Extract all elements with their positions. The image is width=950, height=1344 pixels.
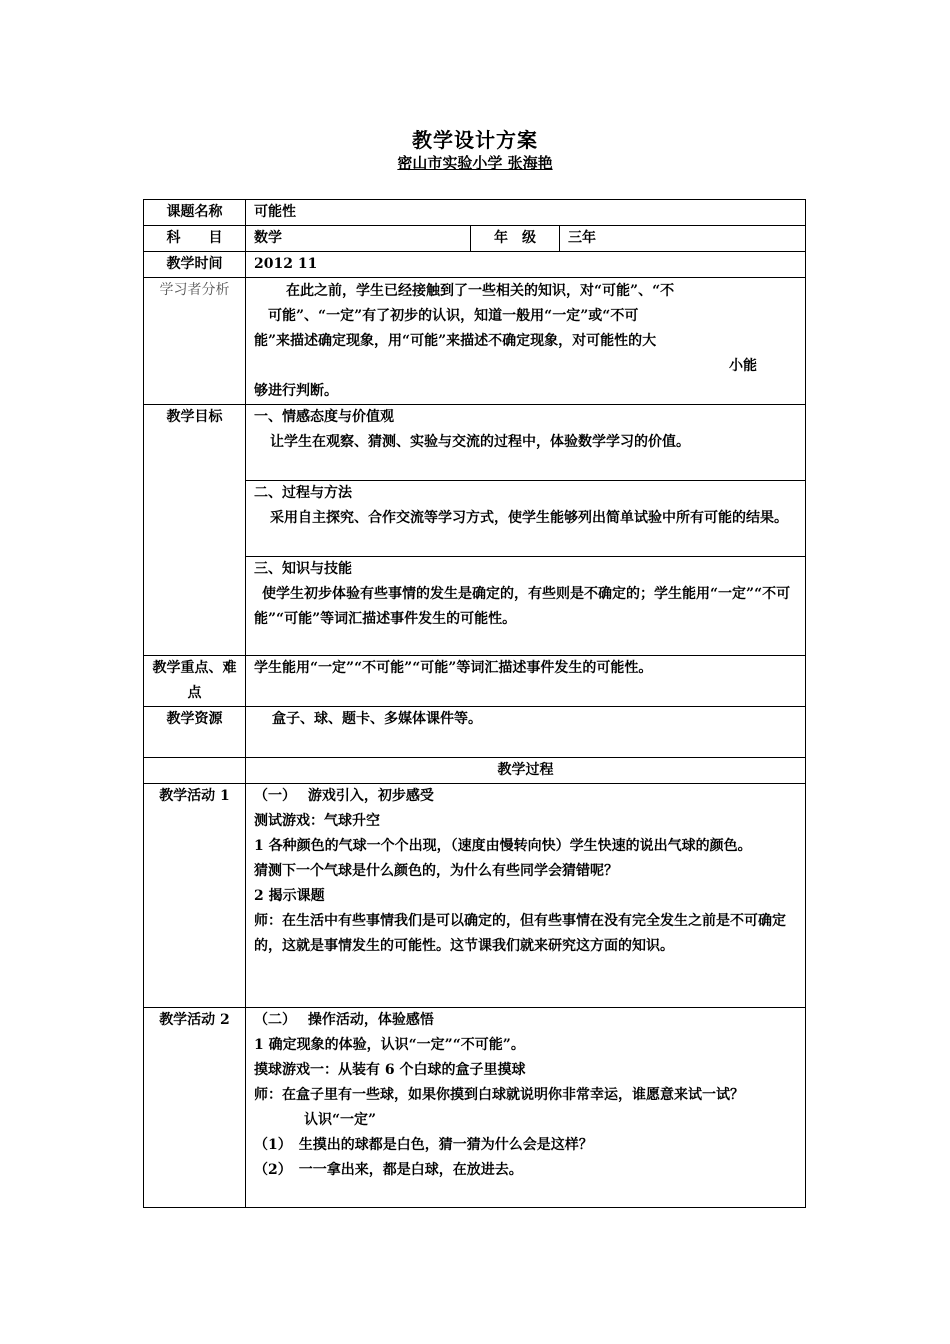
process-heading: 教学过程 bbox=[246, 758, 806, 784]
learner-line: 能”来描述确定现象，用“可能”来描述不确定现象，对可能性的大 bbox=[254, 333, 657, 349]
row-learner bbox=[144, 278, 806, 405]
subject-value: 数学 bbox=[246, 226, 471, 252]
learner-line: 在此之前，学生已经接触到了一些相关的知识，对“可能”、“不 bbox=[286, 283, 675, 299]
goal-3-cell bbox=[246, 557, 806, 656]
lesson-plan-table bbox=[143, 199, 806, 1208]
activity-1-line: 1 各种颜色的气球一个个出现，（速度由慢转向快）学生快速的说出气球的颜色。 bbox=[254, 838, 752, 854]
activity-1-content bbox=[246, 784, 806, 1008]
row-course bbox=[144, 200, 806, 226]
activity-2-line: 1 确定现象的体验，认识“一定”“不可能”。 bbox=[254, 1037, 525, 1053]
learner-text bbox=[246, 278, 806, 405]
activity-2-line: （2） 一一拿出来，都是白球，在放进去。 bbox=[254, 1162, 523, 1178]
course-value: 可能性 bbox=[246, 200, 806, 226]
activity-2-content bbox=[246, 1008, 806, 1208]
goal-1-title: 一、情感态度与价值观 bbox=[254, 409, 394, 425]
resources-value: 盒子、球、题卡、多媒体课件等。 bbox=[246, 707, 806, 758]
row-resources bbox=[144, 707, 806, 758]
activity-1-line: 师：在生活中有些事情我们是可以确定的，但有些事情在没有完全发生之前是不可确定的，这就是事情发生的可能性。这节课我们就来研究这方面的知识。 bbox=[254, 913, 786, 954]
activity-1-label: 教学活动 1 bbox=[144, 784, 246, 1008]
goal-3-text: 使学生初步体验有些事情的发生是确定的，有些则是不确定的；学生能用“一定”“不可能”“可能”等词汇描述事件发生的可能性。 bbox=[254, 586, 791, 627]
activity-2-line: 摸球游戏一：从装有 6 个白球的盒子里摸球 bbox=[254, 1062, 526, 1078]
course-label: 课题名称 bbox=[144, 200, 246, 226]
subject-label: 科 目 bbox=[144, 226, 246, 252]
activity-1-line: 猜测下一个气球是什么颜色的，为什么有些同学会猜错呢？ bbox=[254, 863, 618, 879]
goal-1-cell bbox=[246, 405, 806, 481]
activity-2-line: 师：在盒子里有一些球，如果你摸到白球就说明你非常幸运，谁愿意来试一试？ bbox=[254, 1087, 744, 1103]
resources-label: 教学资源 bbox=[144, 707, 246, 758]
row-process bbox=[144, 758, 806, 784]
learner-line: 小能 bbox=[729, 358, 758, 374]
grade-label: 年 级 bbox=[471, 226, 560, 252]
activity-1-line: 测试游戏：气球升空 bbox=[254, 813, 380, 829]
time-label: 教学时间 bbox=[144, 252, 246, 278]
document-subtitle: 密山市实验小学 张海艳 bbox=[397, 154, 553, 172]
activity-2-line: （1） 生摸出的球都是白色，猜一猜为什么会是这样？ bbox=[254, 1137, 593, 1153]
row-subject bbox=[144, 226, 806, 252]
document-title: 教学设计方案 bbox=[412, 128, 538, 152]
goal-1-text: 让学生在观察、猜测、实验与交流的过程中，体验数学学习的价值。 bbox=[270, 434, 690, 450]
row-key bbox=[144, 656, 806, 707]
learner-line: 够进行判断。 bbox=[254, 383, 338, 399]
activity-1-line: 2 揭示课题 bbox=[254, 888, 325, 904]
goal-2-title: 二、过程与方法 bbox=[254, 485, 352, 501]
goal-2-text: 采用自主探究、合作交流等学习方式，使学生能够列出简单试验中所有可能的结果。 bbox=[270, 510, 788, 526]
learner-line: 可能”、“一定”有了初步的认识，知道一般用“一定”或“不可 bbox=[268, 308, 639, 324]
time-value: 2012 11 bbox=[246, 252, 806, 278]
goal-3-title: 三、知识与技能 bbox=[254, 561, 352, 577]
row-activity-2 bbox=[144, 1008, 806, 1208]
grade-value: 三年 bbox=[560, 226, 806, 252]
row-time bbox=[144, 252, 806, 278]
activity-2-label: 教学活动 2 bbox=[144, 1008, 246, 1208]
process-empty-cell bbox=[144, 758, 246, 784]
key-value: 学生能用“一定”“不可能”“可能”等词汇描述事件发生的可能性。 bbox=[246, 656, 806, 707]
activity-2-line: 认识“一定” bbox=[304, 1112, 377, 1128]
learner-label: 学习者分析 bbox=[144, 278, 246, 405]
activity-2-line: （二） 操作活动，体验感悟 bbox=[254, 1012, 434, 1028]
goals-label: 教学目标 bbox=[144, 405, 246, 656]
row-activity-1 bbox=[144, 784, 806, 1008]
row-goal-1 bbox=[144, 405, 806, 481]
key-label: 教学重点、难点 bbox=[144, 656, 246, 707]
goal-2-cell bbox=[246, 481, 806, 557]
activity-1-line: （一） 游戏引入，初步感受 bbox=[254, 788, 434, 804]
